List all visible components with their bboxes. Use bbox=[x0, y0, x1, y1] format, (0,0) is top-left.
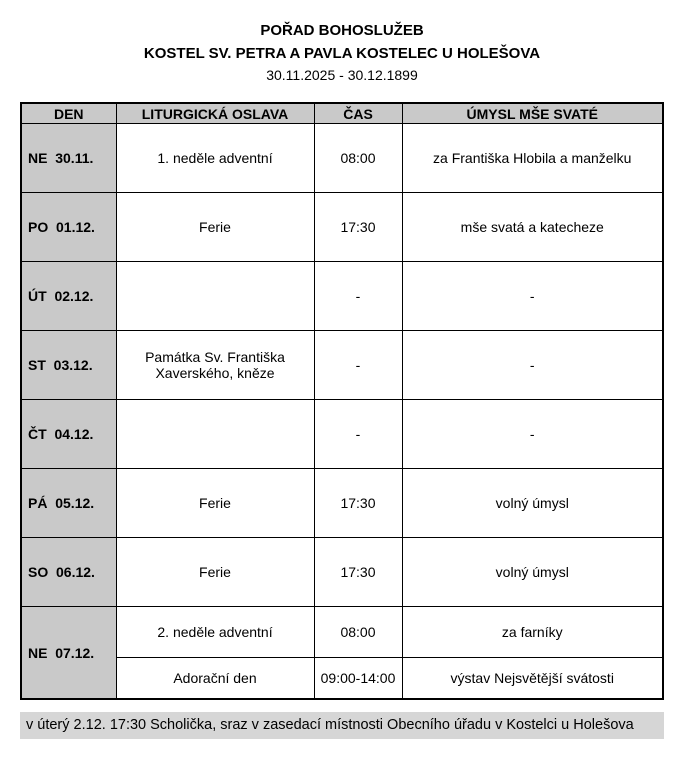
column-header: ÚMYSL MŠE SVATÉ bbox=[402, 103, 663, 124]
cell-cas: 17:30 bbox=[314, 193, 402, 262]
date-range: 30.11.2025 - 30.12.1899 bbox=[266, 67, 418, 83]
table-row bbox=[21, 469, 663, 538]
cell-oslava bbox=[116, 262, 314, 331]
cell-den: ÚT 02.12. bbox=[21, 262, 116, 331]
cell-oslava bbox=[116, 400, 314, 469]
cell-den: SO 06.12. bbox=[21, 538, 116, 607]
cell-oslava: Ferie bbox=[116, 469, 314, 538]
cell-umysl: mše svatá a katecheze bbox=[402, 193, 663, 262]
table-header bbox=[21, 103, 663, 124]
title-line-2: KOSTEL SV. PETRA A PAVLA KOSTELEC U HOLEŠOVA bbox=[143, 44, 541, 62]
cell-cas: 17:30 bbox=[314, 538, 402, 607]
cell-umysl: výstav Nejsvětější svátosti bbox=[402, 658, 663, 700]
cell-oslava: 2. neděle adventní bbox=[116, 607, 314, 658]
table-body bbox=[21, 124, 663, 700]
title-line-1: POŘAD BOHOSLUŽEB bbox=[260, 22, 424, 39]
cell-den: NE 30.11. bbox=[21, 124, 116, 193]
cell-cas: - bbox=[314, 400, 402, 469]
cell-den: PÁ 05.12. bbox=[21, 469, 116, 538]
table-row bbox=[21, 331, 663, 400]
cell-umysl: volný úmysl bbox=[402, 538, 663, 607]
cell-oslava: Ferie bbox=[116, 193, 314, 262]
cell-den: ST 03.12. bbox=[21, 331, 116, 400]
table-row bbox=[21, 538, 663, 607]
cell-umysl: - bbox=[402, 331, 663, 400]
table-row bbox=[21, 400, 663, 469]
cell-oslava: Adorační den bbox=[116, 658, 314, 700]
column-header: LITURGICKÁ OSLAVA bbox=[116, 103, 314, 124]
cell-oslava: Ferie bbox=[116, 538, 314, 607]
cell-cas: - bbox=[314, 331, 402, 400]
column-header: ČAS bbox=[314, 103, 402, 124]
cell-umysl: volný úmysl bbox=[402, 469, 663, 538]
cell-den: ČT 04.12. bbox=[21, 400, 116, 469]
cell-oslava: 1. neděle adventní bbox=[116, 124, 314, 193]
cell-umysl: za Františka Hlobila a manželku bbox=[402, 124, 663, 193]
cell-cas: - bbox=[314, 262, 402, 331]
cell-umysl: za farníky bbox=[402, 607, 663, 658]
cell-cas: 08:00 bbox=[314, 124, 402, 193]
cell-oslava: Památka Sv. Františka Xaverského, kněze bbox=[116, 331, 314, 400]
cell-umysl: - bbox=[402, 262, 663, 331]
column-header: DEN bbox=[21, 103, 116, 124]
header-row bbox=[21, 103, 663, 124]
table-row bbox=[21, 124, 663, 193]
table-row bbox=[21, 262, 663, 331]
cell-den: NE 07.12. bbox=[21, 607, 116, 700]
cell-cas: 08:00 bbox=[314, 607, 402, 658]
cell-cas: 17:30 bbox=[314, 469, 402, 538]
cell-den: PO 01.12. bbox=[21, 193, 116, 262]
table-row bbox=[21, 607, 663, 658]
footnote: v úterý 2.12. 17:30 Scholička, sraz v zasedací místnosti Obecního úřadu v Kostelci u Holešova bbox=[20, 712, 664, 739]
table-row bbox=[21, 193, 663, 262]
cell-cas: 09:00-14:00 bbox=[314, 658, 402, 700]
document-header bbox=[20, 20, 664, 86]
table-subrow bbox=[21, 658, 663, 700]
cell-umysl: - bbox=[402, 400, 663, 469]
schedule-table bbox=[20, 102, 664, 700]
